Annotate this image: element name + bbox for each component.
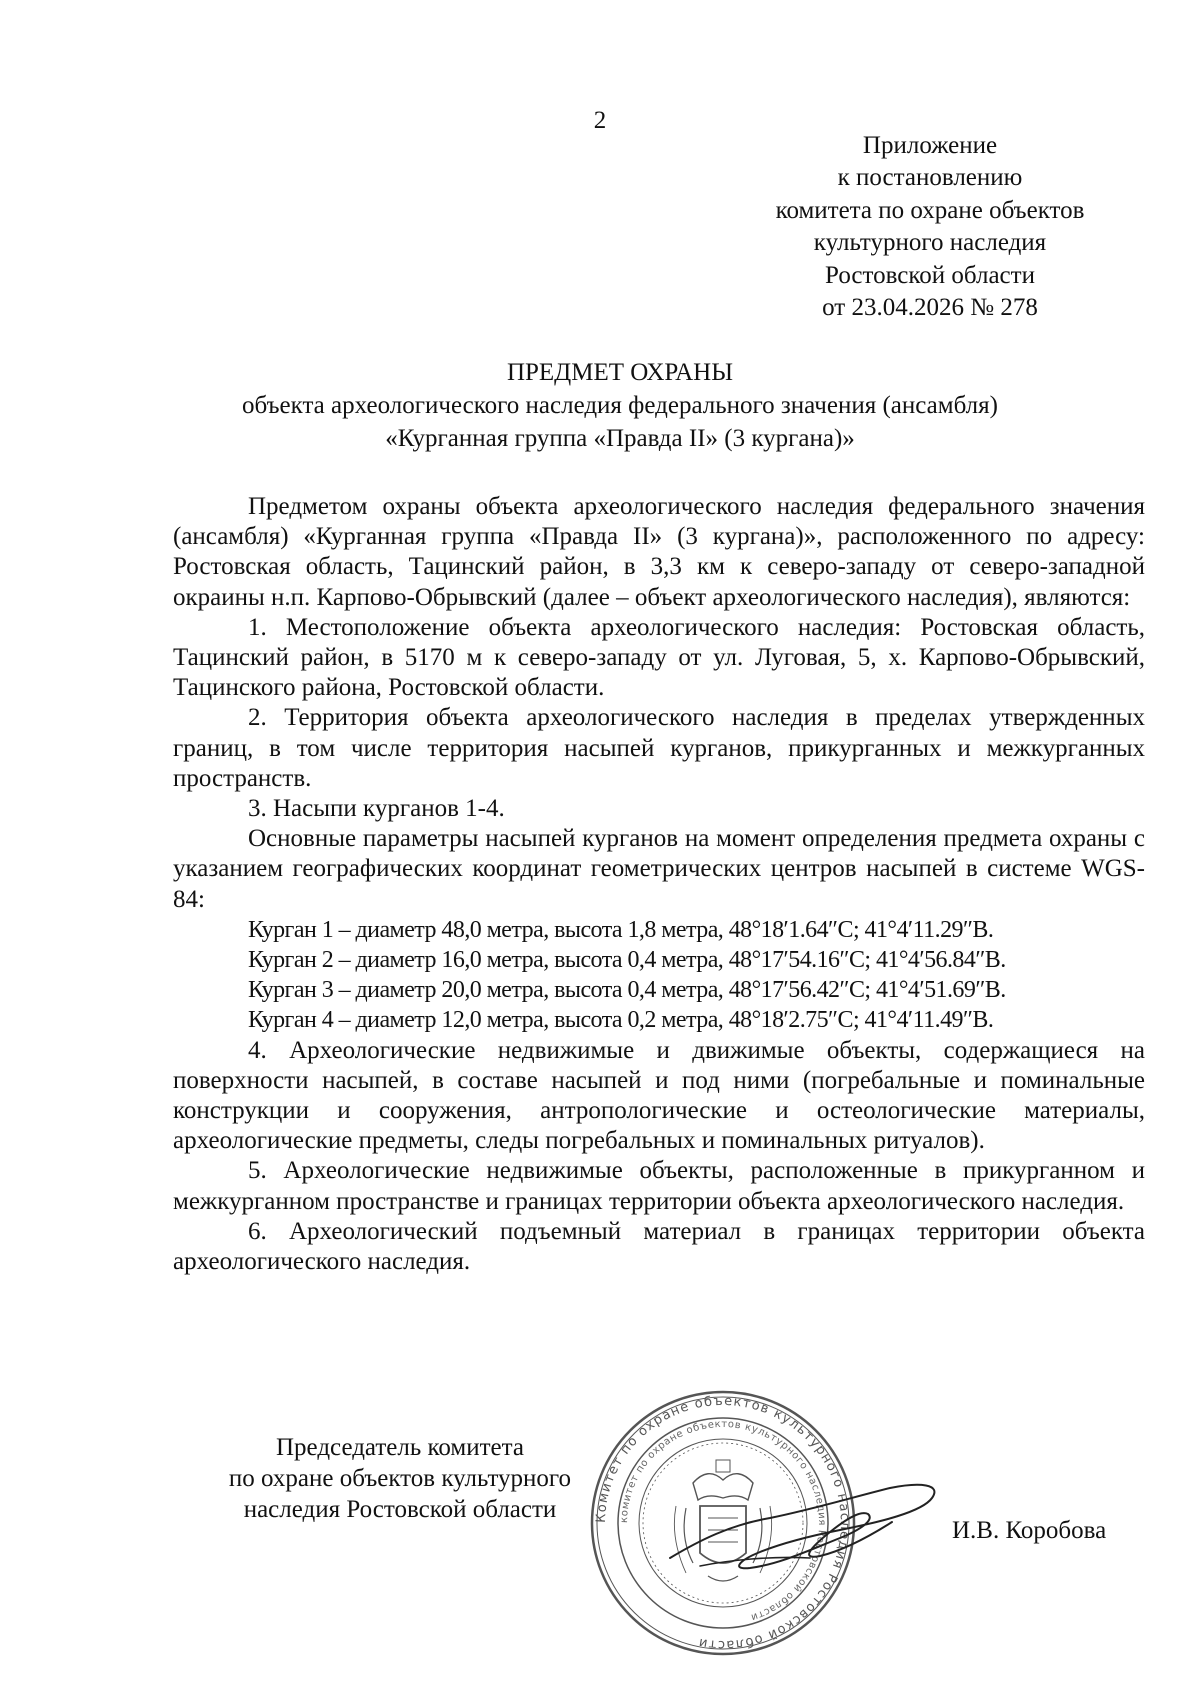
signatory-position: [190, 1432, 610, 1525]
title-line-2: «Курганная группа «Правда II» (3 кургана)»: [385, 425, 855, 452]
kurgan-1-line: Курган 1 – диаметр 48,0 метра, высота 1,8 метра, 48°18′1.64″С; 41°4′11.29″В.: [248, 916, 994, 943]
kurgan-2-line: Курган 2 – диаметр 16,0 метра, высота 0,4 метра, 48°17′54.16″С; 41°4′56.84″В.: [248, 947, 1006, 974]
kurgan-4-line: Курган 4 – диаметр 12,0 метра, высота 0,2 метра, 48°18′2.75″С; 41°4′11.49″В.: [248, 1007, 994, 1034]
appendix-line: Ростовской области: [825, 261, 1035, 289]
item-4-objects: 4. Археологические недвижимые и движимые объекты, содержащиеся на поверхности насыпей, в составе насыпей и под ними (погребальные и поминальные конструкции и сооружения, антропологические и остеологические материалы, археологические предметы, следы погребальных и поминальных ритуалов).: [173, 1036, 1145, 1155]
seal-inner-text: комитет по охране объектов культурного наследия Ростовской области: [618, 1418, 828, 1623]
item-2-territory: 2. Территория объекта археологического наследия в пределах утвержденных границ, в том числе территория насыпей курганов, прикурганных и межкурганных пространств.: [173, 704, 1145, 792]
item-3-mounds: 3. Насыпи курганов 1-4.: [248, 795, 505, 823]
intro-paragraph: Предметом охраны объекта археологического наследия федерального значения (ансамбля) «Курганная группа «Правда II» (3 кургана)», расположенного по адресу: Ростовская область, Тацинский район, в 3,3 км к северо-западу от северо-западной окраины н.п. Карпово-Обрывский (далее – объект археологического наследия), являются:: [173, 493, 1145, 611]
appendix-line: культурного наследия: [813, 229, 1047, 257]
page-number: 2: [593, 107, 607, 134]
signatory-position-line: по охране объектов культурного: [228, 1465, 572, 1492]
params-paragraph: Основные параметры насыпей курганов на момент определения предмета охраны с указанием географических координат геометрических центров насыпей в системе WGS-84:: [173, 825, 1145, 913]
title-heading: ПРЕДМЕТ ОХРАНЫ: [506, 359, 734, 386]
appendix-line: Приложение: [862, 132, 998, 159]
signatory-position-line: наследия Ростовской области: [243, 1496, 557, 1523]
signatory-position-line: Председатель комитета: [276, 1434, 524, 1461]
kurgan-3-line: Курган 3 – диаметр 20,0 метра, высота 0,4 метра, 48°17′56.42″С; 41°4′51.69″В.: [248, 977, 1006, 1004]
appendix-line: комитета по охране объектов: [775, 196, 1085, 224]
item-5-objects: 5. Археологические недвижимые объекты, расположенные в прикурганном и межкурганном пространстве и границах территории объекта археологического наследия.: [173, 1157, 1145, 1215]
appendix-date-number: от 23.04.2026 № 278: [822, 294, 1038, 322]
appendix-block: [730, 130, 1130, 324]
item-1-location: 1. Местоположение объекта археологического наследия: Ростовская область, Тацинский район, в 5170 м к северо-западу от ул. Луговая, 5, х. Карпово-Обрывский, Тацинского района, Ростовской области.: [173, 613, 1145, 702]
signatory-name: И.В. Коробова: [952, 1517, 1107, 1544]
title-line-1: объекта археологического наследия федерального значения (ансамбля): [242, 392, 998, 419]
item-6-material: 6. Археологический подъемный материал в границах территории объекта археологического наследия.: [173, 1217, 1145, 1276]
handwritten-signature: [660, 1470, 950, 1580]
document-body: [173, 492, 1145, 1277]
document-title: [150, 356, 1090, 455]
seal-outer-text: Комитет по охране объектов культурного наследия Ростовской области: [593, 1393, 853, 1653]
appendix-line: к постановлению: [837, 164, 1023, 192]
